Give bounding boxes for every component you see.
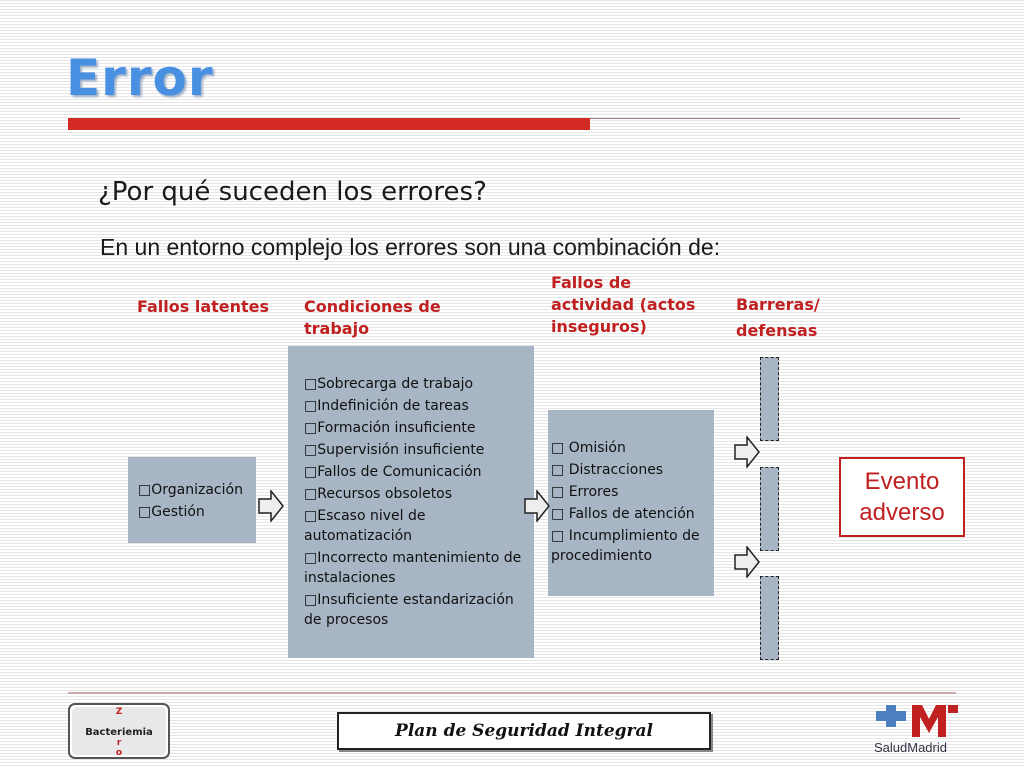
svg-text:Bacteriemia: Bacteriemia — [85, 727, 153, 738]
plan-seguridad-label: Plan de Seguridad Integral — [337, 712, 711, 750]
checkbox-bullet-icon: □ — [304, 550, 318, 566]
list-item: □Escaso nivel de automatización — [304, 508, 426, 544]
barrier-block — [760, 576, 779, 660]
bacteriemia-zero-logo — [68, 703, 170, 759]
heading-condiciones-trabajo: Condiciones de trabajo — [304, 297, 441, 338]
evento-line-1: Evento — [864, 468, 940, 495]
heading-barreras: Barreras/ defensas — [736, 295, 820, 340]
salud-madrid-text: SaludMadrid — [874, 740, 947, 755]
list-item: □Indefinición de tareas — [304, 398, 469, 414]
barrier-block — [760, 467, 779, 551]
list-item: □Fallos de Comunicación — [304, 464, 482, 480]
svg-text:r: r — [116, 738, 122, 748]
evento-adverso-box — [839, 457, 965, 537]
right-arrow-icon — [734, 546, 760, 578]
right-arrow-icon — [258, 490, 284, 522]
checkbox-bullet-icon: □ — [138, 504, 152, 520]
svg-text:o: o — [115, 748, 123, 758]
slide-title: Error — [66, 49, 214, 107]
evento-line-2: adverso — [859, 499, 945, 526]
checkbox-bullet-icon: □ — [304, 508, 318, 524]
subtitle-text: En un entorno complejo los errores son una combinación de: — [100, 234, 721, 260]
checkbox-bullet-icon: □ — [304, 376, 318, 392]
heading-fallos-latentes: Fallos latentes — [137, 297, 270, 316]
checkbox-bullet-icon: □ — [304, 486, 318, 502]
list-item: □ Incumplimiento de procedimiento — [551, 528, 700, 564]
list-item: □ Distracciones — [551, 462, 664, 478]
checkbox-bullet-icon: □ — [304, 442, 318, 458]
list-item: □Insuficiente estandarización de procesos — [304, 592, 514, 628]
checkbox-bullet-icon: □ — [551, 462, 569, 478]
latentes-list — [138, 480, 243, 524]
checkbox-bullet-icon: □ — [551, 528, 569, 544]
checkbox-bullet-icon: □ — [304, 398, 318, 414]
list-item: □ Omisión — [551, 440, 626, 456]
checkbox-bullet-icon: □ — [551, 484, 569, 500]
checkbox-bullet-icon: □ — [551, 506, 569, 522]
svg-text:Z: Z — [115, 707, 123, 717]
checkbox-bullet-icon: □ — [551, 440, 569, 456]
footer-divider — [68, 692, 956, 694]
list-item: □Organización — [138, 482, 243, 498]
title-underline-thin — [590, 118, 960, 119]
right-arrow-icon — [524, 490, 550, 522]
condiciones-list — [304, 374, 532, 632]
list-item: □Incorrecto mantenimiento de instalaciones — [304, 550, 522, 586]
list-item: □ Fallos de atención — [551, 506, 695, 522]
checkbox-bullet-icon: □ — [304, 464, 318, 480]
question-text: ¿Por qué suceden los errores? — [98, 177, 487, 207]
checkbox-bullet-icon: □ — [138, 482, 152, 498]
right-arrow-icon — [734, 436, 760, 468]
list-item: □ Errores — [551, 484, 619, 500]
checkbox-bullet-icon: □ — [304, 592, 318, 608]
heading-fallos-actividad: Fallos de actividad (actos inseguros) — [551, 273, 696, 336]
title-underline-bar — [68, 118, 590, 130]
list-item: □Supervisión insuficiente — [304, 442, 485, 458]
checkbox-bullet-icon: □ — [304, 420, 318, 436]
actividad-list — [551, 438, 716, 568]
list-item: □Sobrecarga de trabajo — [304, 376, 474, 392]
list-item: □Gestión — [138, 504, 205, 520]
barrier-block — [760, 357, 779, 441]
list-item: □Recursos obsoletos — [304, 486, 453, 502]
list-item: □Formación insuficiente — [304, 420, 476, 436]
